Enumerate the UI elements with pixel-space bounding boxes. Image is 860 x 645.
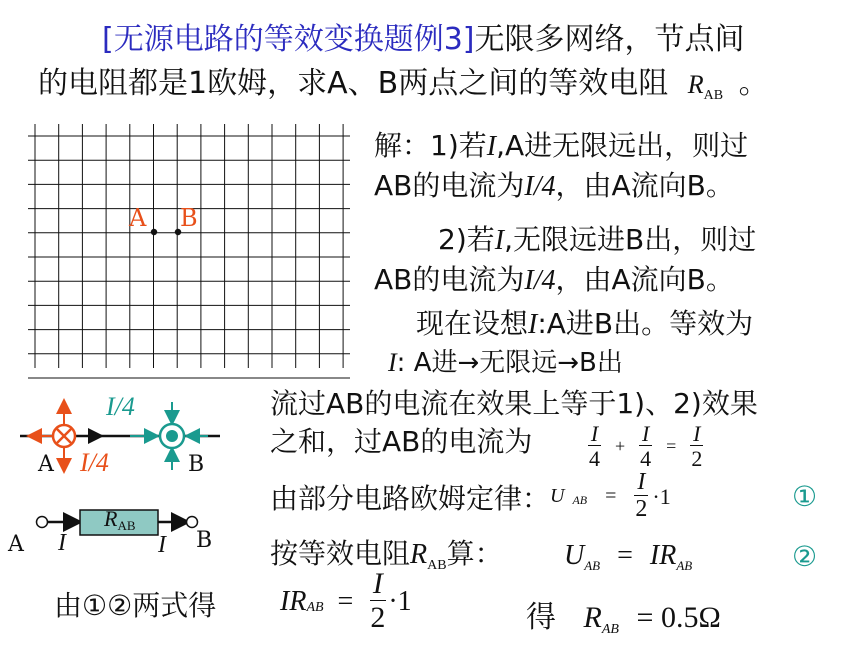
step1-suffix: ,A进无限远出，则过 xyxy=(496,129,749,162)
node-a-dot xyxy=(151,229,157,235)
solution-step2-line1 xyxy=(438,218,756,258)
equiv-suffix: 算： xyxy=(446,537,503,570)
step1-line2-suffix: ，由A流向B。 xyxy=(555,169,734,202)
current-sum-formula xyxy=(586,422,705,471)
node-bottom-current-label: I/4 xyxy=(80,448,109,477)
solution-step2-line2 xyxy=(374,258,734,298)
equiv-text: 按等效电阻 xyxy=(270,537,411,570)
r-symbol: R xyxy=(687,70,704,99)
half-fraction: $\frac{I}{2}$ xyxy=(635,469,648,523)
solution-step1-line2 xyxy=(374,164,734,204)
current-symbol: I xyxy=(388,348,397,377)
title-text-2: 的电阻都是1欧姆，求A、B两点之间的等效电阻 xyxy=(38,66,669,101)
current-quarter: I/4 xyxy=(524,265,556,296)
title-period: 。 xyxy=(738,66,769,101)
step2-line2-suffix: ，由A流向B。 xyxy=(555,263,734,296)
step2-suffix: ,无限远进B出，则过 xyxy=(504,223,757,256)
ohm-law-line xyxy=(270,470,671,524)
resistor-label-b: B xyxy=(196,528,213,553)
solution-step3-line2 xyxy=(388,342,623,379)
node-top-current-label: I/4 xyxy=(106,392,135,421)
r-symbol: R xyxy=(583,601,602,634)
solution-step4-line1: 流过AB的电流在效果上等于1)、2)效果 xyxy=(270,387,758,420)
plus-sign: + xyxy=(615,436,626,457)
step1-line2-prefix: AB的电流为 xyxy=(374,169,525,202)
r-subscript: AB xyxy=(427,558,447,573)
final-intro-text: 由①②两式得 xyxy=(54,589,217,622)
ohm-law-text: 由部分电路欧姆定律： xyxy=(270,481,551,515)
result-value: = 0.5Ω xyxy=(636,601,721,634)
grid-label-a: A xyxy=(129,204,147,232)
step1-prefix: 解：1)若 xyxy=(374,129,487,162)
node-label-b: B xyxy=(188,452,205,477)
fraction-1: $\frac{I}{4}$ xyxy=(589,421,600,472)
r-subscript: AB xyxy=(601,622,619,637)
final-equation: IR AB = $\frac{I}{2}$ ·1 xyxy=(280,567,412,634)
step3-prefix: 现在设想 xyxy=(416,307,529,340)
current-quarter: I/4 xyxy=(524,171,556,202)
step3-suffix: :A进B出。等效为 xyxy=(537,307,754,340)
current-symbol: I xyxy=(494,225,505,256)
voltage-symbol: U xyxy=(550,485,565,508)
step3-path: : A进→无限远→B出 xyxy=(396,348,623,378)
resistor-current-right: I xyxy=(158,532,166,558)
r-subscript: AB xyxy=(703,88,724,103)
title-text: 无限多网络，节点间 xyxy=(474,22,745,57)
current-symbol: I xyxy=(486,131,497,162)
solution-step4-line2: 之和，过AB的电流为 xyxy=(270,425,533,458)
de-character: 得 xyxy=(526,600,556,635)
step2-line2-prefix: AB的电流为 xyxy=(374,263,525,296)
resistor-label: RAB xyxy=(104,506,136,533)
resistor-label-a: A xyxy=(8,532,24,557)
times-one: ·1 xyxy=(652,483,671,509)
fraction-3: $\frac{I}{2}$ xyxy=(691,421,703,472)
node-label-a: A xyxy=(38,452,54,477)
equiv-resistance-line xyxy=(270,532,503,572)
voltage-subscript: AB xyxy=(572,493,588,508)
problem-tag: [无源电路的等效变换题例3] xyxy=(102,22,475,57)
resistor-current-left: I xyxy=(58,530,66,556)
grid-label-b: B xyxy=(180,204,198,232)
r-symbol: R xyxy=(410,539,428,570)
equals-sign: = xyxy=(605,485,617,508)
solution-step3-line1 xyxy=(416,302,753,342)
step2-prefix: 2)若 xyxy=(438,223,495,256)
current-symbol: I xyxy=(528,309,538,340)
solution-step1-line1 xyxy=(374,124,748,164)
fraction-2: $\frac{I}{4}$ xyxy=(640,421,652,472)
equals-sign: = xyxy=(666,436,677,457)
final-result xyxy=(526,592,721,636)
equation-marker-1: ① xyxy=(792,480,818,513)
equiv-formula: $U_{AB} = IR_{AB}$ xyxy=(564,540,693,573)
equation-marker-2: ② xyxy=(792,540,818,573)
